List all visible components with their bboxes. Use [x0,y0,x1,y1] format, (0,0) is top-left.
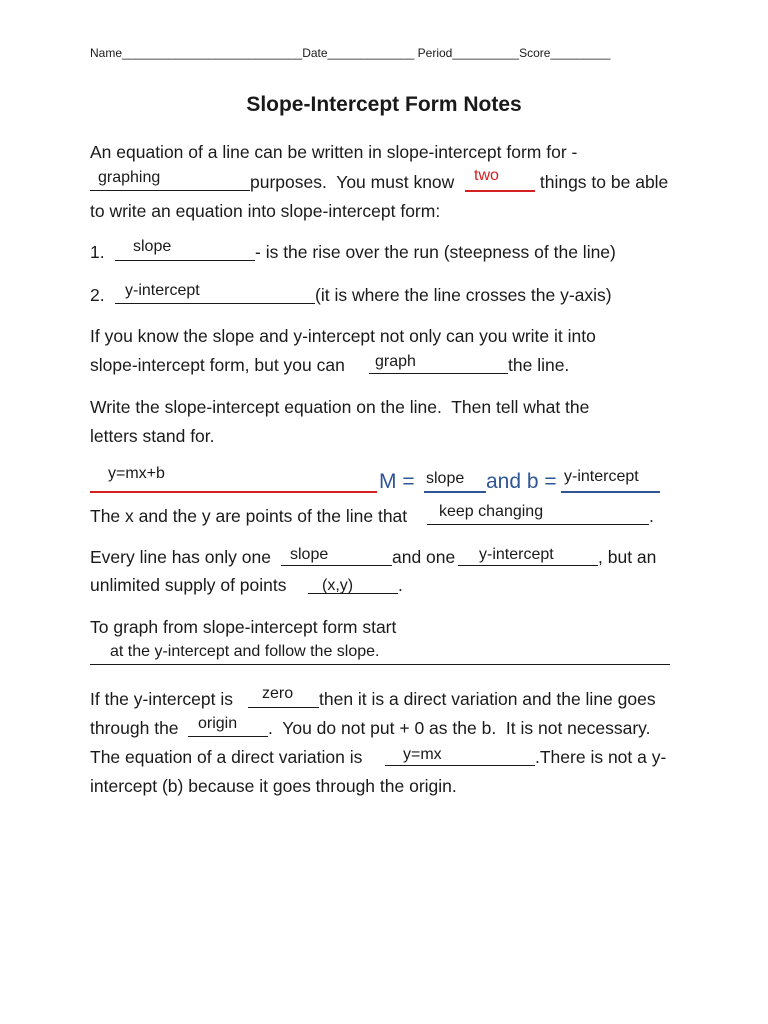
p1-line2b: things to be able [535,172,669,192]
answer-graph: graph [375,353,416,370]
answer-zero: zero [262,685,294,702]
p1-line1: An equation of a line can be written in slope-intercept form for - [90,142,578,162]
p4-end: . [649,506,654,526]
p2-line2a: slope-intercept form, but you can [90,355,345,375]
item1-text: - is the rise over the run (steepness of the line) [255,242,616,262]
p5-line1c: , but an [598,547,657,567]
p7-line4: intercept (b) because it goes through the origin. [90,776,457,796]
item2-number: 2. [90,285,105,305]
answer-m: slope [426,470,465,487]
answer-b: y-intercept [564,468,639,485]
p3-line1: Write the slope-intercept equation on the line. Then tell what the [90,397,590,417]
p7-line1b: then it is a direct variation and the line goes [319,689,656,709]
p2-line2b: the line. [508,355,570,375]
blank-slope-2 [281,565,392,566]
answer-y-mx: y=mx [403,746,442,763]
answer-equation: y=mx+b [108,465,165,482]
blank-graphing [90,190,250,191]
p3-line2: letters stand for. [90,426,215,446]
blank-slope [115,260,255,261]
answer-y-intercept-2: y-intercept [479,546,554,563]
answer-slope: slope [133,238,172,255]
p2-line1: If you know the slope and y-intercept not only can you write it into [90,326,596,346]
answer-points: (x,y) [322,577,354,594]
blank-zero [248,707,319,708]
p7-line2b: . You do not put + 0 as the b. It is not necessary. [268,718,651,738]
p7-line2a: through the [90,718,179,738]
page-title: Slope-Intercept Form Notes [246,93,522,116]
blank-two [465,190,535,192]
p1-line3: to write an equation into slope-intercept form: [90,201,441,221]
blank-y-mx [385,765,535,766]
blank-origin [188,736,268,737]
answer-slope-2: slope [290,546,329,563]
answer-keep-changing: keep changing [439,503,544,520]
blank-b [561,491,660,493]
p5-line2b: . [398,575,403,595]
p6-line1: To graph from slope-intercept form start [90,617,397,637]
p5-line1b: and one [392,547,456,567]
blank-keep-changing [427,524,649,525]
equation-blank [90,491,377,493]
item1-number: 1. [90,242,105,262]
answer-two: two [474,167,499,184]
blank-y-intercept [115,303,315,304]
p7-line3a: The equation of a direct variation is [90,747,363,767]
blank-graph [369,373,508,374]
p1-line2a: purposes. You must know [250,172,455,192]
p5-line2a: unlimited supply of points [90,575,287,595]
p7-line3b: .There is not a y- [535,747,667,767]
answer-y-intercept: y-intercept [125,282,200,299]
item2-text: (it is where the line crosses the y-axis) [315,285,612,305]
blank-m [424,491,486,493]
p4-text: The x and the y are points of the line that [90,506,408,526]
p5-line1a: Every line has only one [90,547,271,567]
answer-graph-steps: at the y-intercept and follow the slope. [110,643,380,660]
answer-graphing: graphing [98,169,161,186]
answer-origin: origin [198,715,238,732]
and-b-label: and b = [486,470,557,493]
blank-y-intercept-2 [458,565,598,566]
blank-graph-steps [90,664,670,665]
student-info-header: Name___________________________Date_____________ Period__________Score_________ [90,46,611,60]
m-label: M = [379,470,415,493]
p7-line1a: If the y-intercept is [90,689,233,709]
